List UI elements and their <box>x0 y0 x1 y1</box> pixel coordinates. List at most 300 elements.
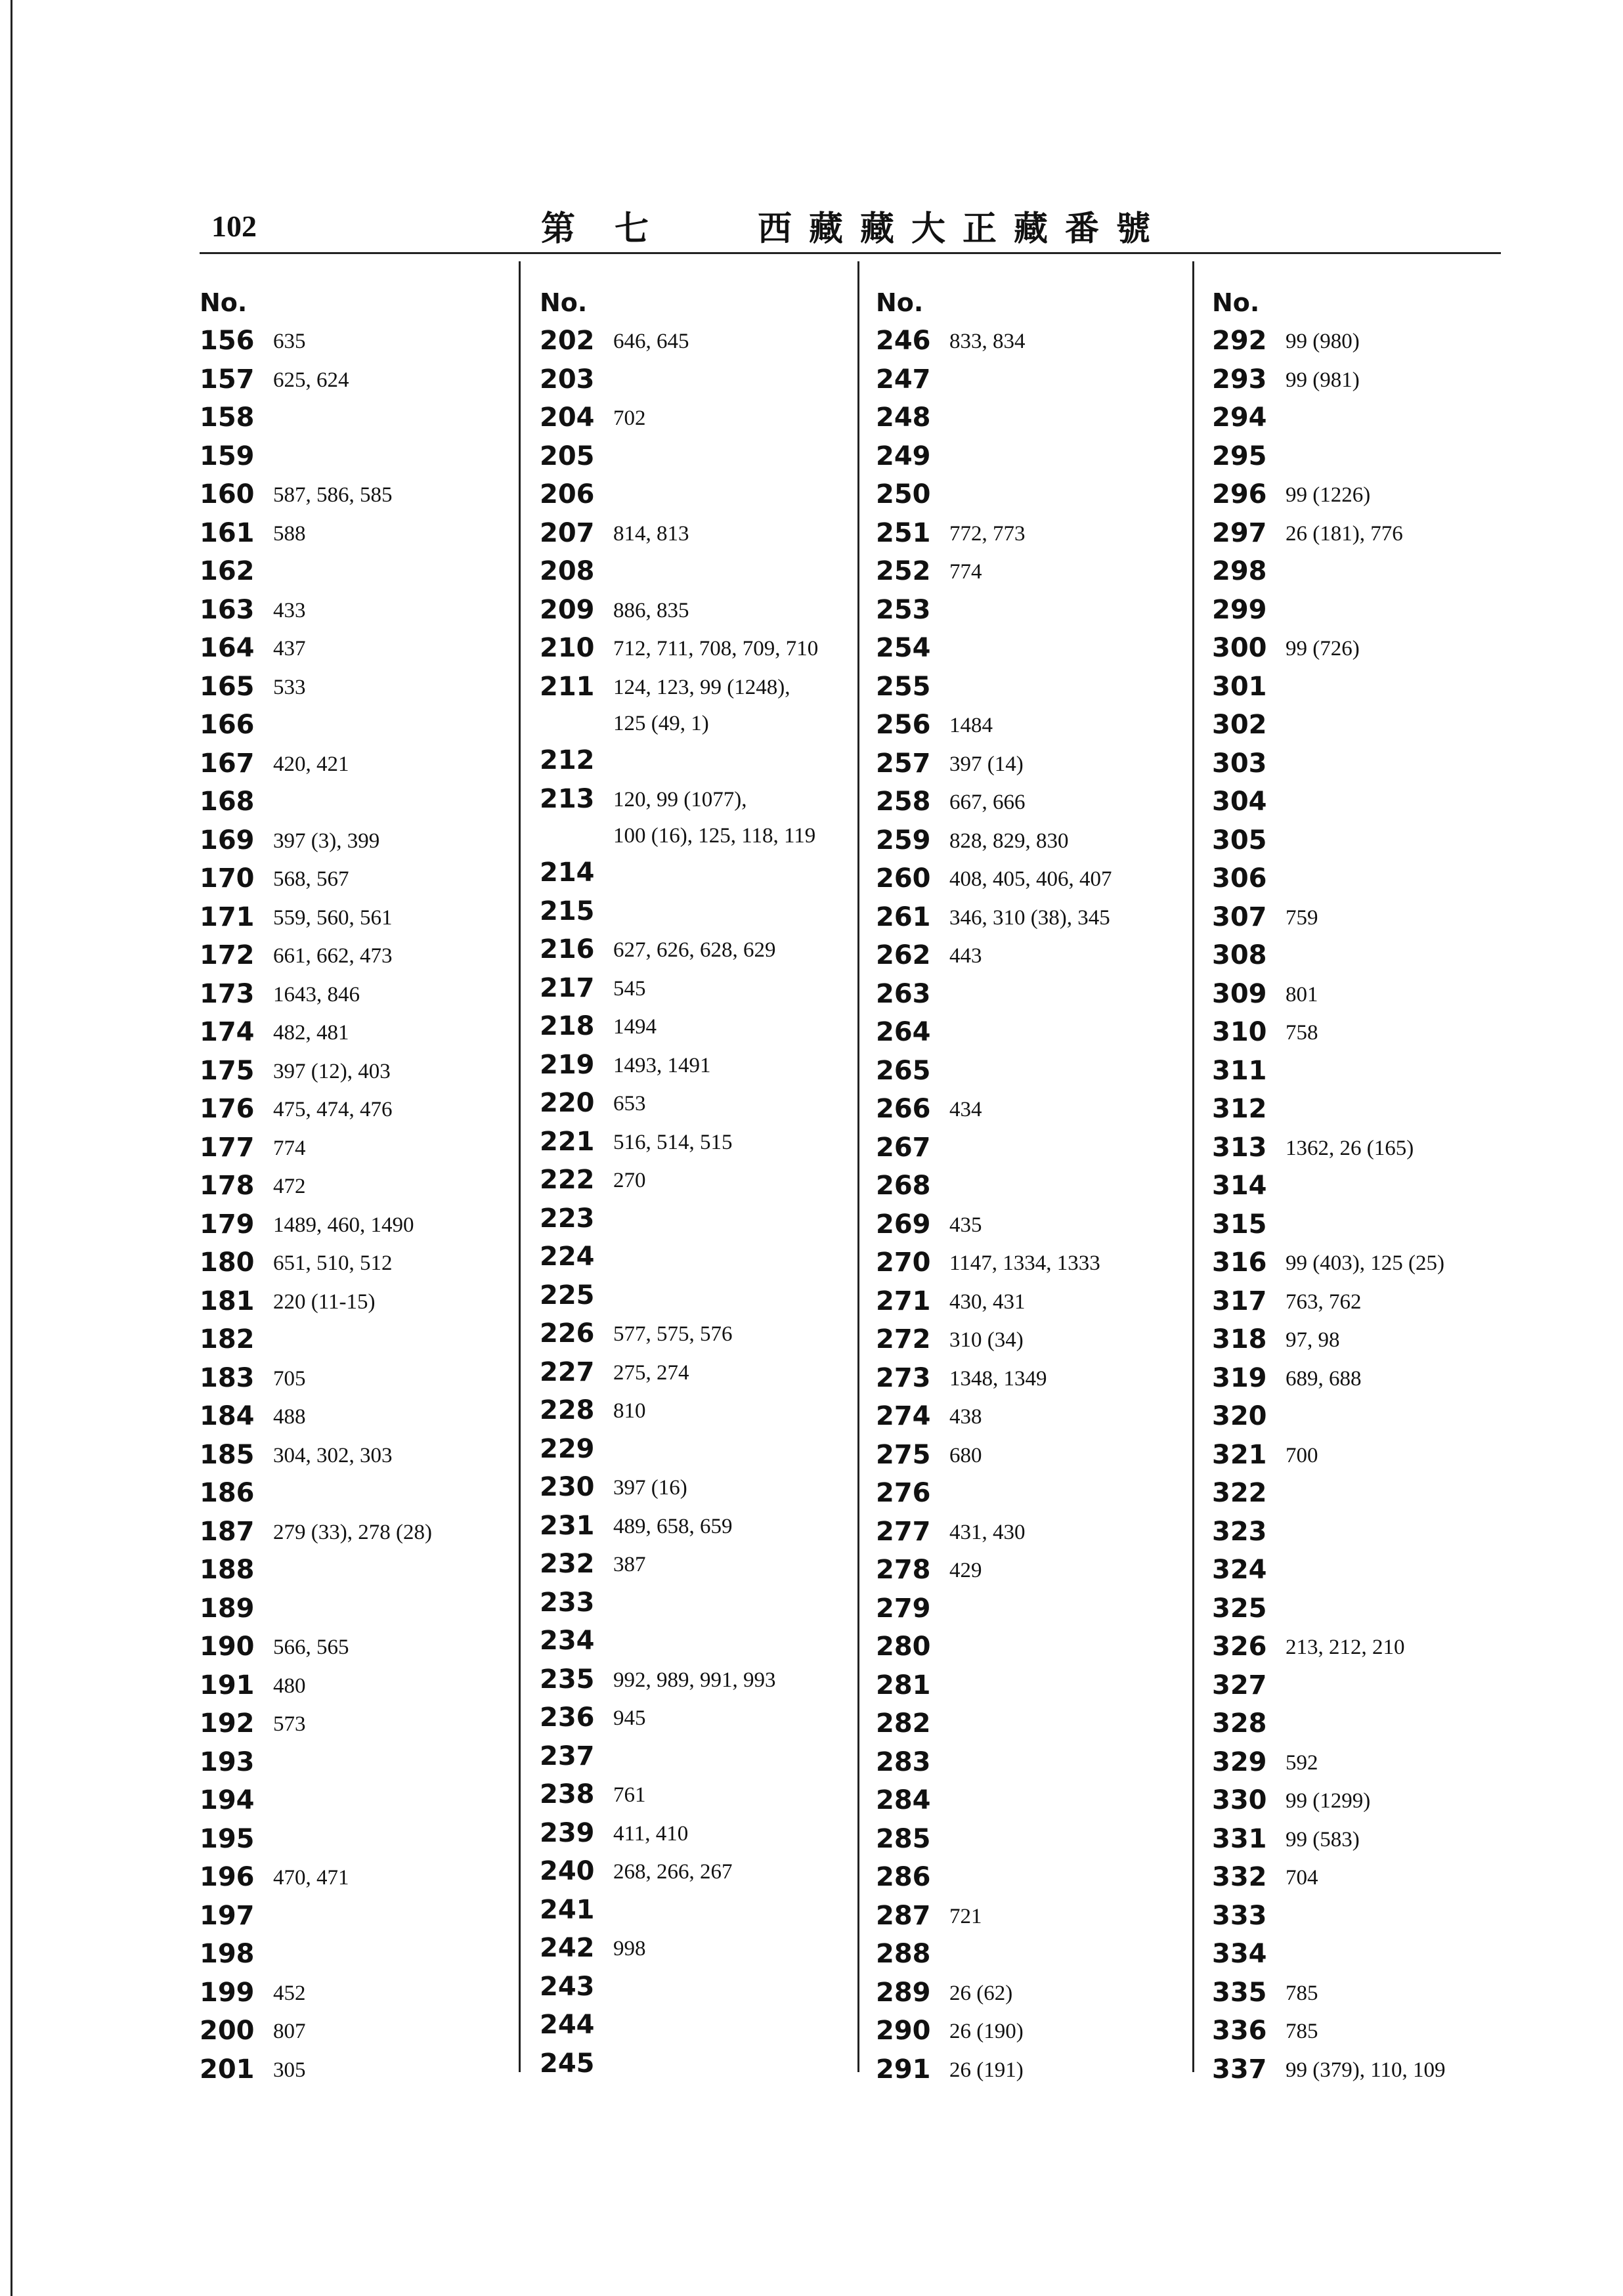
index-entry <box>1212 1820 1527 1859</box>
entry-number: 174 <box>200 1017 255 1047</box>
entry-number: 323 <box>1212 1516 1267 1547</box>
taisho-references: 705 <box>273 1366 306 1391</box>
taisho-references: 435 <box>949 1213 982 1237</box>
taisho-references: 213, 212, 210 <box>1286 1635 1405 1659</box>
entry-number: 193 <box>200 1746 255 1777</box>
index-entry <box>540 1084 855 1123</box>
entry-number: 224 <box>540 1242 595 1272</box>
index-entry <box>1212 1167 1527 1205</box>
taisho-references: 26 (62) <box>949 1981 1013 2005</box>
taisho-references: 430, 431 <box>949 1289 1026 1314</box>
index-entry <box>1212 1935 1527 1974</box>
taisho-references: 516, 514, 515 <box>613 1130 733 1154</box>
taisho-references: 627, 626, 628, 629 <box>613 938 776 962</box>
index-entry <box>876 1858 1191 1897</box>
index-entry <box>540 668 855 706</box>
index-entry <box>876 1436 1191 1475</box>
index-entry <box>1212 1590 1527 1628</box>
index-entry <box>1212 1052 1527 1091</box>
entry-number: 209 <box>540 594 595 625</box>
entry-number: 337 <box>1212 2054 1267 2085</box>
entry-number: 241 <box>540 1894 595 1925</box>
entry-number: 257 <box>876 748 931 779</box>
index-entry <box>200 1781 515 1820</box>
index-entry <box>1212 1129 1527 1167</box>
index-entry <box>540 1891 855 1930</box>
taisho-references: 279 (33), 278 (28) <box>273 1520 432 1544</box>
index-entry <box>1212 360 1527 399</box>
index-entry <box>876 1820 1191 1859</box>
taisho-references: 1494 <box>613 1015 657 1039</box>
index-entry <box>200 745 515 783</box>
index-entry <box>200 591 515 630</box>
entry-number: 218 <box>540 1011 595 1041</box>
entry-number: 157 <box>200 364 255 395</box>
column-divider <box>519 261 521 2072</box>
index-entry <box>540 1968 855 2006</box>
index-entry <box>876 629 1191 668</box>
entry-number: 243 <box>540 1971 595 2002</box>
entry-number: 195 <box>200 1823 255 1854</box>
entry-number: 219 <box>540 1049 595 1080</box>
index-entry <box>540 1007 855 1046</box>
index-entry <box>876 2012 1191 2050</box>
entry-number: 225 <box>540 1280 595 1310</box>
index-entry <box>1212 898 1527 937</box>
entry-number: 237 <box>540 1741 595 1771</box>
taisho-references: 1489, 460, 1490 <box>273 1213 414 1237</box>
taisho-references: 99 (1226) <box>1286 483 1371 507</box>
index-entry <box>200 706 515 745</box>
index-entry <box>200 1090 515 1129</box>
taisho-references: 661, 662, 473 <box>273 944 393 968</box>
entry-number: 164 <box>200 633 255 663</box>
entry-number: 205 <box>540 441 595 471</box>
taisho-references: 992, 989, 991, 993 <box>613 1668 776 1692</box>
taisho-references: 99 (403), 125 (25) <box>1286 1251 1444 1275</box>
taisho-references: 646, 645 <box>613 330 689 353</box>
taisho-references: 651, 510, 512 <box>273 1251 393 1275</box>
taisho-references: 268, 266, 267 <box>613 1860 733 1884</box>
taisho-references: 434 <box>949 1098 982 1121</box>
entry-number: 202 <box>540 326 595 356</box>
entry-number: 272 <box>876 1324 931 1354</box>
index-entry <box>540 1276 855 1315</box>
entry-number: 254 <box>876 633 931 663</box>
entry-number: 249 <box>876 441 931 471</box>
column-header: No. <box>540 288 588 317</box>
entry-number: 189 <box>200 1593 255 1624</box>
taisho-references: 833, 834 <box>949 330 1026 353</box>
index-entry <box>876 360 1191 399</box>
index-entry <box>540 1046 855 1085</box>
entry-number: 336 <box>1212 2016 1267 2046</box>
index-entry <box>876 1282 1191 1321</box>
entry-number: 288 <box>876 1939 931 1969</box>
index-entry <box>876 1551 1191 1590</box>
taisho-references: 945 <box>613 1706 646 1730</box>
index-entry <box>200 975 515 1014</box>
index-entry <box>540 1660 855 1699</box>
index-entry <box>876 1090 1191 1129</box>
entry-number: 260 <box>876 863 931 894</box>
taisho-references: 587, 586, 585 <box>273 483 393 507</box>
index-entry <box>1212 399 1527 437</box>
entry-number: 175 <box>200 1055 255 1086</box>
entry-number: 226 <box>540 1318 595 1349</box>
taisho-references: 774 <box>949 560 982 584</box>
page-edge <box>11 0 12 2296</box>
entry-number: 199 <box>200 1977 255 2008</box>
taisho-references: 573 <box>273 1712 306 1736</box>
entry-number: 269 <box>876 1209 931 1240</box>
entry-number: 176 <box>200 1094 255 1124</box>
index-entry <box>540 892 855 931</box>
taisho-references: 99 (981) <box>1286 368 1360 392</box>
index-entry <box>1212 1897 1527 1936</box>
entry-number: 166 <box>200 710 255 740</box>
taisho-references: 759 <box>1286 905 1318 930</box>
entry-number: 322 <box>1212 1478 1267 1508</box>
index-entry <box>1212 629 1527 668</box>
index-entry <box>876 1628 1191 1666</box>
taisho-references: 429 <box>949 1559 982 1582</box>
index-entry <box>876 1590 1191 1628</box>
index-entry <box>1212 1359 1527 1398</box>
taisho-references: 704 <box>1286 1866 1318 1890</box>
index-entry <box>540 854 855 892</box>
index-entry <box>540 322 855 360</box>
entry-number: 232 <box>540 1549 595 1579</box>
index-entry <box>540 1161 855 1200</box>
index-entry <box>1212 1090 1527 1129</box>
entry-number: 283 <box>876 1746 931 1777</box>
entry-number: 291 <box>876 2054 931 2085</box>
entry-number: 169 <box>200 825 255 856</box>
entry-number: 295 <box>1212 441 1267 471</box>
index-entry <box>1212 2050 1527 2089</box>
entry-number: 261 <box>876 901 931 932</box>
entry-number: 156 <box>200 326 255 356</box>
taisho-references: 99 (379), 110, 109 <box>1286 2058 1446 2082</box>
entry-number: 302 <box>1212 710 1267 740</box>
taisho-references: 1643, 846 <box>273 982 360 1007</box>
index-entry <box>540 1353 855 1392</box>
taisho-references: 99 (980) <box>1286 330 1360 353</box>
index-entry <box>540 930 855 969</box>
entry-number: 223 <box>540 1203 595 1234</box>
index-entry <box>876 1704 1191 1743</box>
index-entry <box>1212 1628 1527 1666</box>
entry-number: 184 <box>200 1401 255 1431</box>
index-entry <box>540 1699 855 1737</box>
taisho-references: 125 (49, 1) <box>613 712 709 735</box>
index-entry <box>1212 1205 1527 1244</box>
index-entry <box>540 1584 855 1622</box>
taisho-references: 533 <box>273 675 306 699</box>
entry-number: 293 <box>1212 364 1267 395</box>
index-entry <box>540 629 855 668</box>
taisho-references: 304, 302, 303 <box>273 1443 393 1467</box>
index-entry <box>200 1513 515 1551</box>
index-entry <box>1212 1244 1527 1282</box>
index-entry <box>540 1314 855 1353</box>
index-entry <box>876 783 1191 821</box>
page-number: 102 <box>211 209 257 243</box>
index-entry <box>1212 821 1527 860</box>
index-entry <box>200 1205 515 1244</box>
taisho-references: 1484 <box>949 714 993 737</box>
entry-number: 284 <box>876 1785 931 1815</box>
entry-number: 280 <box>876 1632 931 1662</box>
index-entry <box>200 1858 515 1897</box>
index-entry <box>200 475 515 514</box>
taisho-references: 443 <box>949 944 982 968</box>
entry-number: 267 <box>876 1132 931 1163</box>
taisho-references: 26 (191) <box>949 2058 1024 2082</box>
entry-number: 276 <box>876 1478 931 1508</box>
index-entry <box>876 1129 1191 1167</box>
column-header: No. <box>876 288 924 317</box>
taisho-references: 120, 99 (1077), <box>613 787 747 812</box>
taisho-references: 270 <box>613 1169 646 1192</box>
index-entry <box>200 2050 515 2089</box>
index-entry <box>540 399 855 437</box>
entry-number: 239 <box>540 1817 595 1848</box>
index-entry <box>876 1974 1191 2012</box>
taisho-references: 97, 98 <box>1286 1328 1340 1352</box>
entry-number: 216 <box>540 934 595 964</box>
index-entry <box>540 1852 855 1891</box>
taisho-references: 772, 773 <box>949 521 1026 546</box>
entry-number: 213 <box>540 783 595 814</box>
entry-number: 250 <box>876 479 931 509</box>
index-entry <box>1212 1282 1527 1321</box>
entry-number: 253 <box>876 594 931 625</box>
entry-number: 277 <box>876 1516 931 1547</box>
index-entry-continuation <box>540 706 855 741</box>
index-entry <box>200 1320 515 1359</box>
taisho-references: 438 <box>949 1405 982 1429</box>
taisho-references: 702 <box>613 406 646 430</box>
entry-number: 265 <box>876 1055 931 1086</box>
entry-number: 179 <box>200 1209 255 1240</box>
index-entry <box>1212 1974 1527 2012</box>
index-entry <box>876 437 1191 476</box>
index-entry <box>200 898 515 937</box>
entry-number: 312 <box>1212 1094 1267 1124</box>
index-entry <box>200 1666 515 1705</box>
entry-number: 198 <box>200 1939 255 1969</box>
chapter-heading: 第七 <box>541 209 689 249</box>
taisho-references: 431, 430 <box>949 1520 1026 1544</box>
index-entry <box>200 1897 515 1936</box>
taisho-references: 1348, 1349 <box>949 1366 1047 1391</box>
entry-number: 251 <box>876 517 931 548</box>
index-entry <box>540 2006 855 2045</box>
entry-number: 281 <box>876 1670 931 1700</box>
entry-number: 188 <box>200 1555 255 1585</box>
entry-number: 245 <box>540 2048 595 2079</box>
entry-number: 296 <box>1212 479 1267 509</box>
index-entry <box>1212 936 1527 975</box>
index-entry <box>540 1123 855 1161</box>
entry-number: 163 <box>200 594 255 625</box>
index-entry <box>200 1397 515 1436</box>
entry-number: 187 <box>200 1516 255 1547</box>
taisho-references: 763, 762 <box>1286 1289 1362 1314</box>
index-entry <box>540 514 855 553</box>
entry-number: 263 <box>876 978 931 1009</box>
entry-number: 298 <box>1212 556 1267 586</box>
index-entry <box>876 821 1191 860</box>
entry-number: 220 <box>540 1088 595 1118</box>
index-entry <box>540 780 855 819</box>
entry-number: 319 <box>1212 1362 1267 1393</box>
index-entry <box>876 1244 1191 1282</box>
entry-number: 314 <box>1212 1171 1267 1201</box>
entry-number: 287 <box>876 1900 931 1931</box>
entry-number: 196 <box>200 1862 255 1892</box>
entry-number: 331 <box>1212 1823 1267 1854</box>
entry-number: 190 <box>200 1632 255 1662</box>
entry-number: 247 <box>876 364 931 395</box>
index-entry <box>200 1704 515 1743</box>
index-entry <box>876 1743 1191 1782</box>
entry-number: 271 <box>876 1286 931 1316</box>
index-entry <box>876 1052 1191 1091</box>
entry-number: 330 <box>1212 1785 1267 1815</box>
entry-number: 230 <box>540 1472 595 1502</box>
index-entry <box>540 360 855 399</box>
entry-number: 328 <box>1212 1708 1267 1739</box>
entry-number: 172 <box>200 940 255 970</box>
index-entry <box>1212 1013 1527 1052</box>
index-entry <box>200 437 515 476</box>
entry-number: 335 <box>1212 1977 1267 2008</box>
taisho-references: 568, 567 <box>273 867 349 891</box>
index-entry <box>200 322 515 360</box>
index-entry <box>200 936 515 975</box>
entry-number: 160 <box>200 479 255 509</box>
entry-number: 317 <box>1212 1286 1267 1316</box>
index-entry <box>1212 1513 1527 1551</box>
entry-number: 211 <box>540 671 595 702</box>
taisho-references: 545 <box>613 976 646 1001</box>
entry-number: 307 <box>1212 901 1267 932</box>
entry-number: 266 <box>876 1094 931 1124</box>
index-entry <box>200 1167 515 1205</box>
entry-number: 325 <box>1212 1593 1267 1624</box>
entry-number: 233 <box>540 1587 595 1618</box>
entry-number: 194 <box>200 1785 255 1815</box>
index-entry <box>1212 322 1527 360</box>
index-entry <box>876 859 1191 898</box>
entry-number: 324 <box>1212 1555 1267 1585</box>
entry-number: 318 <box>1212 1324 1267 1354</box>
entry-number: 167 <box>200 748 255 779</box>
entry-number: 326 <box>1212 1632 1267 1662</box>
index-entry <box>876 898 1191 937</box>
entry-number: 294 <box>1212 402 1267 433</box>
index-entry <box>540 1814 855 1853</box>
index-entry <box>200 1743 515 1782</box>
entry-number: 301 <box>1212 671 1267 702</box>
entry-number: 329 <box>1212 1746 1267 1777</box>
taisho-references: 99 (1299) <box>1286 1789 1371 1813</box>
entry-number: 313 <box>1212 1132 1267 1163</box>
entry-number: 303 <box>1212 748 1267 779</box>
entry-number: 242 <box>540 1933 595 1963</box>
index-entry <box>200 1474 515 1513</box>
entry-number: 210 <box>540 633 595 663</box>
entry-number: 300 <box>1212 633 1267 663</box>
taisho-references: 814, 813 <box>613 521 689 546</box>
index-entry <box>1212 514 1527 553</box>
taisho-references: 761 <box>613 1783 646 1807</box>
index-entry <box>540 1391 855 1430</box>
index-entry <box>200 1551 515 1590</box>
taisho-references: 1493, 1491 <box>613 1053 711 1077</box>
page-title: 西藏藏大正藏番號 <box>758 209 1168 249</box>
index-entry <box>876 514 1191 553</box>
taisho-references: 275, 274 <box>613 1360 689 1385</box>
entry-number: 203 <box>540 364 595 395</box>
entry-number: 222 <box>540 1165 595 1195</box>
entry-number: 200 <box>200 2016 255 2046</box>
taisho-references: 488 <box>273 1405 306 1429</box>
index-entry <box>540 1200 855 1238</box>
index-entry <box>200 1013 515 1052</box>
taisho-references: 397 (12), 403 <box>273 1059 391 1083</box>
index-entry <box>876 1320 1191 1359</box>
entry-number: 244 <box>540 2010 595 2040</box>
entry-number: 282 <box>876 1708 931 1739</box>
entry-number: 231 <box>540 1510 595 1541</box>
entry-number: 332 <box>1212 1862 1267 1892</box>
index-entry <box>540 1238 855 1276</box>
taisho-references: 785 <box>1286 1981 1318 2005</box>
entry-number: 238 <box>540 1779 595 1809</box>
index-entry <box>876 2050 1191 2089</box>
entry-number: 214 <box>540 857 595 888</box>
index-entry <box>1212 706 1527 745</box>
taisho-references: 758 <box>1286 1021 1318 1045</box>
taisho-references: 712, 711, 708, 709, 710 <box>613 637 819 661</box>
taisho-references: 489, 658, 659 <box>613 1514 733 1538</box>
taisho-references: 26 (190) <box>949 2020 1024 2043</box>
entry-number: 252 <box>876 556 931 586</box>
taisho-references: 635 <box>273 330 306 353</box>
index-entry <box>200 514 515 553</box>
taisho-references: 667, 666 <box>949 791 1026 814</box>
index-entry <box>540 437 855 476</box>
index-entry <box>200 1282 515 1321</box>
taisho-references: 452 <box>273 1981 306 2005</box>
index-entry <box>1212 745 1527 783</box>
entry-number: 327 <box>1212 1670 1267 1700</box>
entry-number: 236 <box>540 1702 595 1733</box>
entry-number: 275 <box>876 1439 931 1470</box>
index-entry <box>540 591 855 630</box>
entry-number: 278 <box>876 1555 931 1585</box>
taisho-references: 1147, 1334, 1333 <box>949 1251 1100 1275</box>
taisho-references: 433 <box>273 598 306 622</box>
entry-number: 264 <box>876 1017 931 1047</box>
entry-number: 334 <box>1212 1939 1267 1969</box>
index-entry <box>876 745 1191 783</box>
index-column-4 <box>1212 284 1527 2089</box>
